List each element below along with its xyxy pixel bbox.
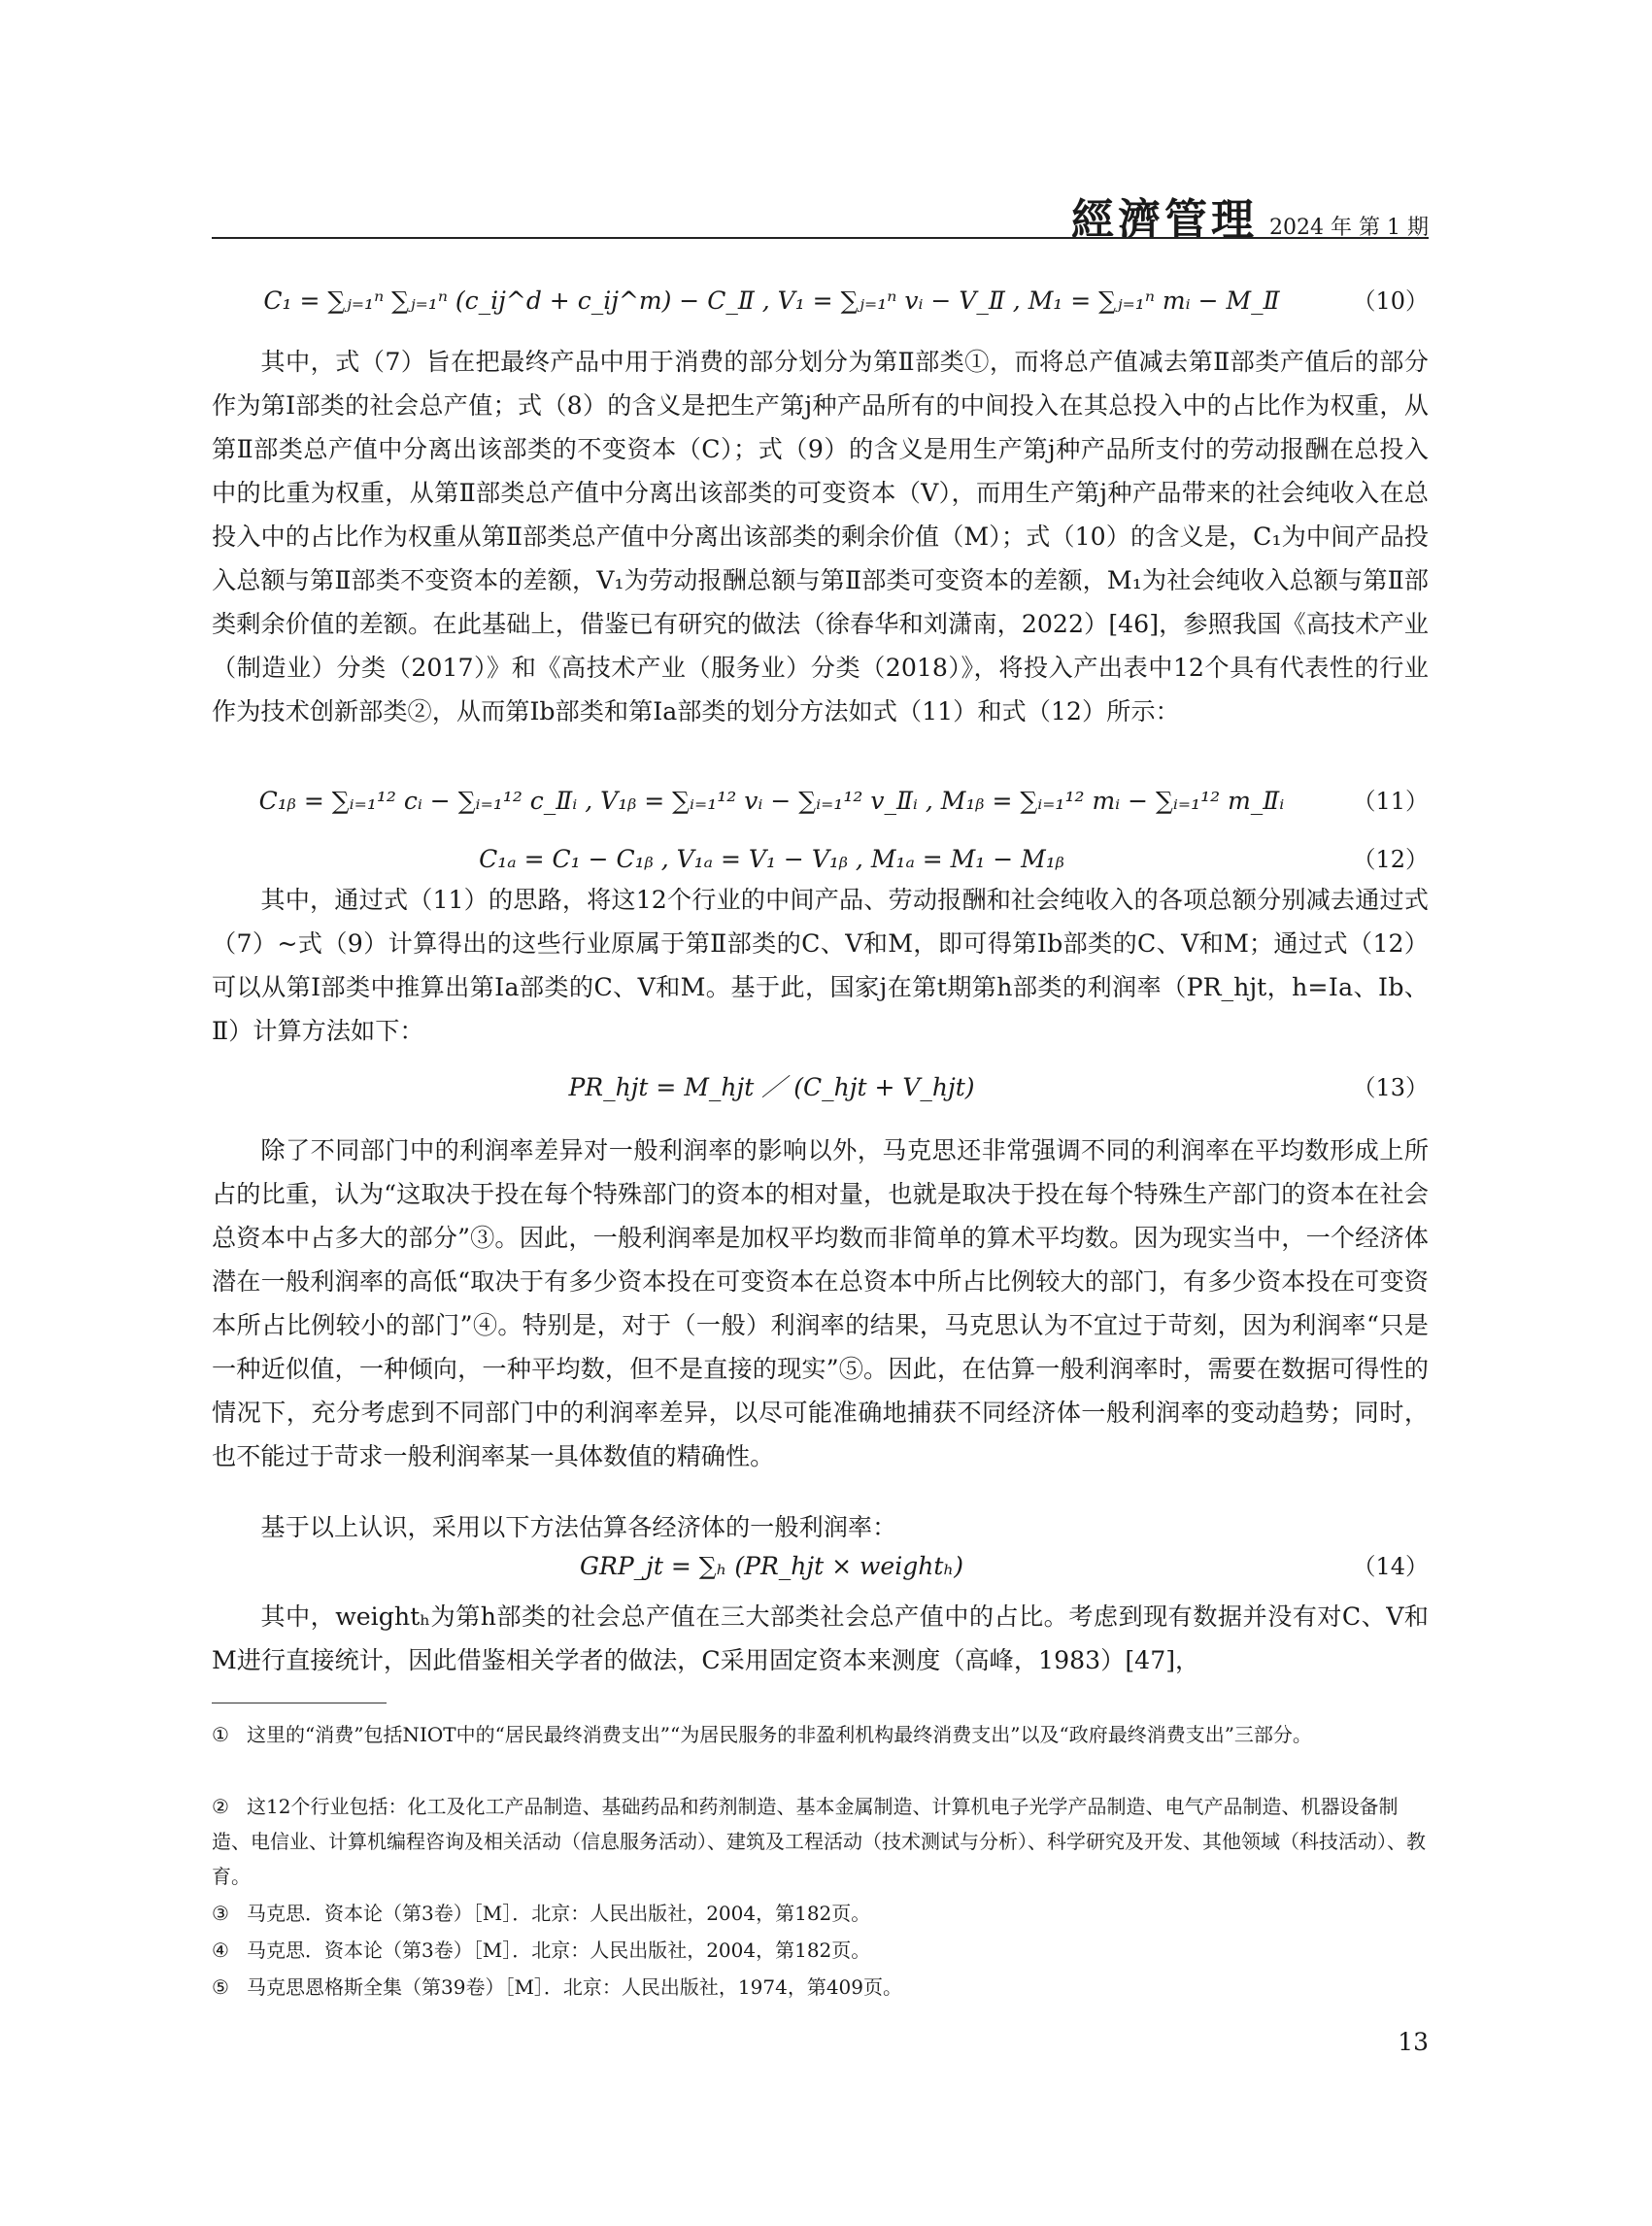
footnote xyxy=(212,1789,1429,1894)
footnote-mark: ⑤ xyxy=(212,1975,229,1999)
equation-number: （12） xyxy=(1352,846,1429,873)
footnote-text: 马克思恩格斯全集（第39卷）［M］．北京：人民出版社，1974，第409页。 xyxy=(247,1975,902,1999)
paragraph: 其中，weightₕ为第h部类的社会总产值在三大部类社会总产值中的占比。考虑到现有数据并没有对C、V和M进行直接统计，因此借鉴相关学者的做法，C采用固定资本来测度（高峰，1983）[47]， xyxy=(212,1602,1429,1674)
equation-10 xyxy=(212,267,1429,335)
footnote xyxy=(212,1970,1429,2005)
equation-number: （13） xyxy=(1352,1074,1429,1101)
equation-number: （14） xyxy=(1352,1553,1429,1580)
paragraph: 其中，式（7）旨在把最终产品中用于消费的部分划分为第Ⅱ部类①，而将总产值减去第Ⅱ部类产值后的部分作为第Ⅰ部类的社会总产值；式（8）的含义是把生产第j种产品所有的中间投入在其总投入中的占比作为权重，从第Ⅱ部类总产值中分离出该部类的不变资本（C）；式（9）的含义是用生产第j种产品所支付的劳动报酬在总投入中的比重为权重，从第Ⅱ部类总产值中分离出该部类的可变资本（V），而用生产第j种产品带来的社会纯收入在总投入中的占比作为权重从第Ⅱ部类总产值中分离出该部类的剩余价值（M）；式（10）的含义是，C₁为中间产品投入总额与第Ⅱ部类不变资本的差额，V₁为劳动报酬总额与第Ⅱ部类可变资本的差额，M₁为社会纯收入总额与第Ⅱ部类剩余价值的差额。在此基础上，借鉴已有研究的做法（徐春华和刘潇南，2022）[46]，参照我国《高技术产业（制造业）分类（2017）》和《高技术产业（服务业）分类（2018）》，将投入产出表中12个具有代表性的行业作为技术创新部类②，从而第Ⅰb部类和第Ⅰa部类的划分方法如式（11）和式（12）所示： xyxy=(212,348,1429,725)
equation-body: C₁ᵦ = ∑ᵢ₌₁¹² cᵢ − ∑ᵢ₌₁¹² c_Ⅱᵢ , V₁ᵦ = ∑ᵢ₌₁¹² vᵢ − ∑ᵢ₌₁¹² v_Ⅱᵢ , M₁ᵦ = ∑ᵢ₌₁¹² mᵢ − ∑ᵢ₌₁¹² m_Ⅱᵢ xyxy=(258,787,1285,815)
equation-body: C₁ = ∑ⱼ₌₁ⁿ ∑ⱼ₌₁ⁿ (c_ij^d + c_ij^m) − C_Ⅱ , V₁ = ∑ⱼ₌₁ⁿ vᵢ − V_Ⅱ , M₁ = ∑ⱼ₌₁ⁿ mᵢ − M_Ⅱ xyxy=(263,287,1280,315)
journal-title: 經濟管理 xyxy=(1071,195,1259,245)
footnote-text: 这12个行业包括：化工及化工产品制造、基础药品和药剂制造、基本金属制造、计算机电子光学产品制造、电气产品制造、机器设备制造、电信业、计算机编程咨询及相关活动（信息服务活动）、建筑及工程活动（技术测试与分析）、科学研究及开发、其他领域（科技活动）、教育。 xyxy=(212,1795,1426,1888)
equation-body: GRP_jt = ∑ₕ (PR_hjt × weightₕ) xyxy=(580,1552,963,1580)
equation-body: C₁ₐ = C₁ − C₁ᵦ , V₁ₐ = V₁ − V₁ᵦ , M₁ₐ = M₁ − M₁ᵦ xyxy=(479,845,1064,873)
equation-number: （10） xyxy=(1352,287,1429,315)
equation-13 xyxy=(212,1054,1429,1122)
footnote-mark: ③ xyxy=(212,1902,229,1925)
footnote-mark: ① xyxy=(212,1723,229,1746)
footnote-mark: ④ xyxy=(212,1939,229,1962)
footnote-text: 这里的“消费”包括NIOT中的“居民最终消费支出”“为居民服务的非盈利机构最终消费支出”以及“政府最终消费支出”三部分。 xyxy=(247,1723,1312,1746)
header-rule xyxy=(212,237,1429,239)
equation-14 xyxy=(212,1533,1429,1601)
footnote xyxy=(212,1896,1429,1931)
equation-number: （11） xyxy=(1352,788,1429,815)
issue-label: 2024 年 第 1 期 xyxy=(1269,216,1429,240)
paragraph: 基于以上认识，采用以下方法估算各经济体的一般利润率： xyxy=(260,1513,897,1541)
footnote xyxy=(212,1717,1429,1752)
footnote-text: 马克思．资本论（第3卷）［M］．北京：人民出版社，2004，第182页。 xyxy=(247,1902,871,1925)
page-number: 13 xyxy=(1398,2028,1429,2056)
equation-body: PR_hjt = M_hjt ／ (C_hjt + V_hjt) xyxy=(568,1073,975,1101)
paragraph: 除了不同部门中的利润率差异对一般利润率的影响以外，马克思还非常强调不同的利润率在平均数形成上所占的比重，认为“这取决于投在每个特殊部门的资本的相对量，也就是取决于投在每个特殊生产部门的资本在社会总资本中占多大的部分”③。因此，一般利润率是加权平均数而非简单的算术平均数。因为现实当中，一个经济体潜在一般利润率的高低“取决于有多少资本投在可变资本在总资本中所占比例较大的部门，有多少资本投在可变资本所占比例较小的部门”④。特别是，对于（一般）利润率的结果，马克思认为不宜过于苛刻，因为利润率“只是一种近似值，一种倾向，一种平均数，但不是直接的现实”⑤。因此，在估算一般利润率时，需要在数据可得性的情况下，充分考虑到不同部门中的利润率差异，以尽可能准确地捕获不同经济体一般利润率的变动趋势；同时，也不能过于苛求一般利润率某一具体数值的精确性。 xyxy=(212,1136,1429,1470)
footnote-mark: ② xyxy=(212,1795,229,1818)
footnote xyxy=(212,1933,1429,1968)
paragraph: 其中，通过式（11）的思路，将这12个行业的中间产品、劳动报酬和社会纯收入的各项总额分别减去通过式（7）~式（9）计算得出的这些行业原属于第Ⅱ部类的C、V和M，即可得第Ⅰb部类的C、V和M；通过式（12）可以从第Ⅰ部类中推算出第Ⅰa部类的C、V和M。基于此，国家j在第t期第h部类的利润率（PR_hjt，h=Ⅰa、Ⅰb、Ⅱ）计算方法如下： xyxy=(212,886,1429,1045)
footnote-text: 马克思．资本论（第3卷）［M］．北京：人民出版社，2004，第182页。 xyxy=(247,1939,871,1962)
